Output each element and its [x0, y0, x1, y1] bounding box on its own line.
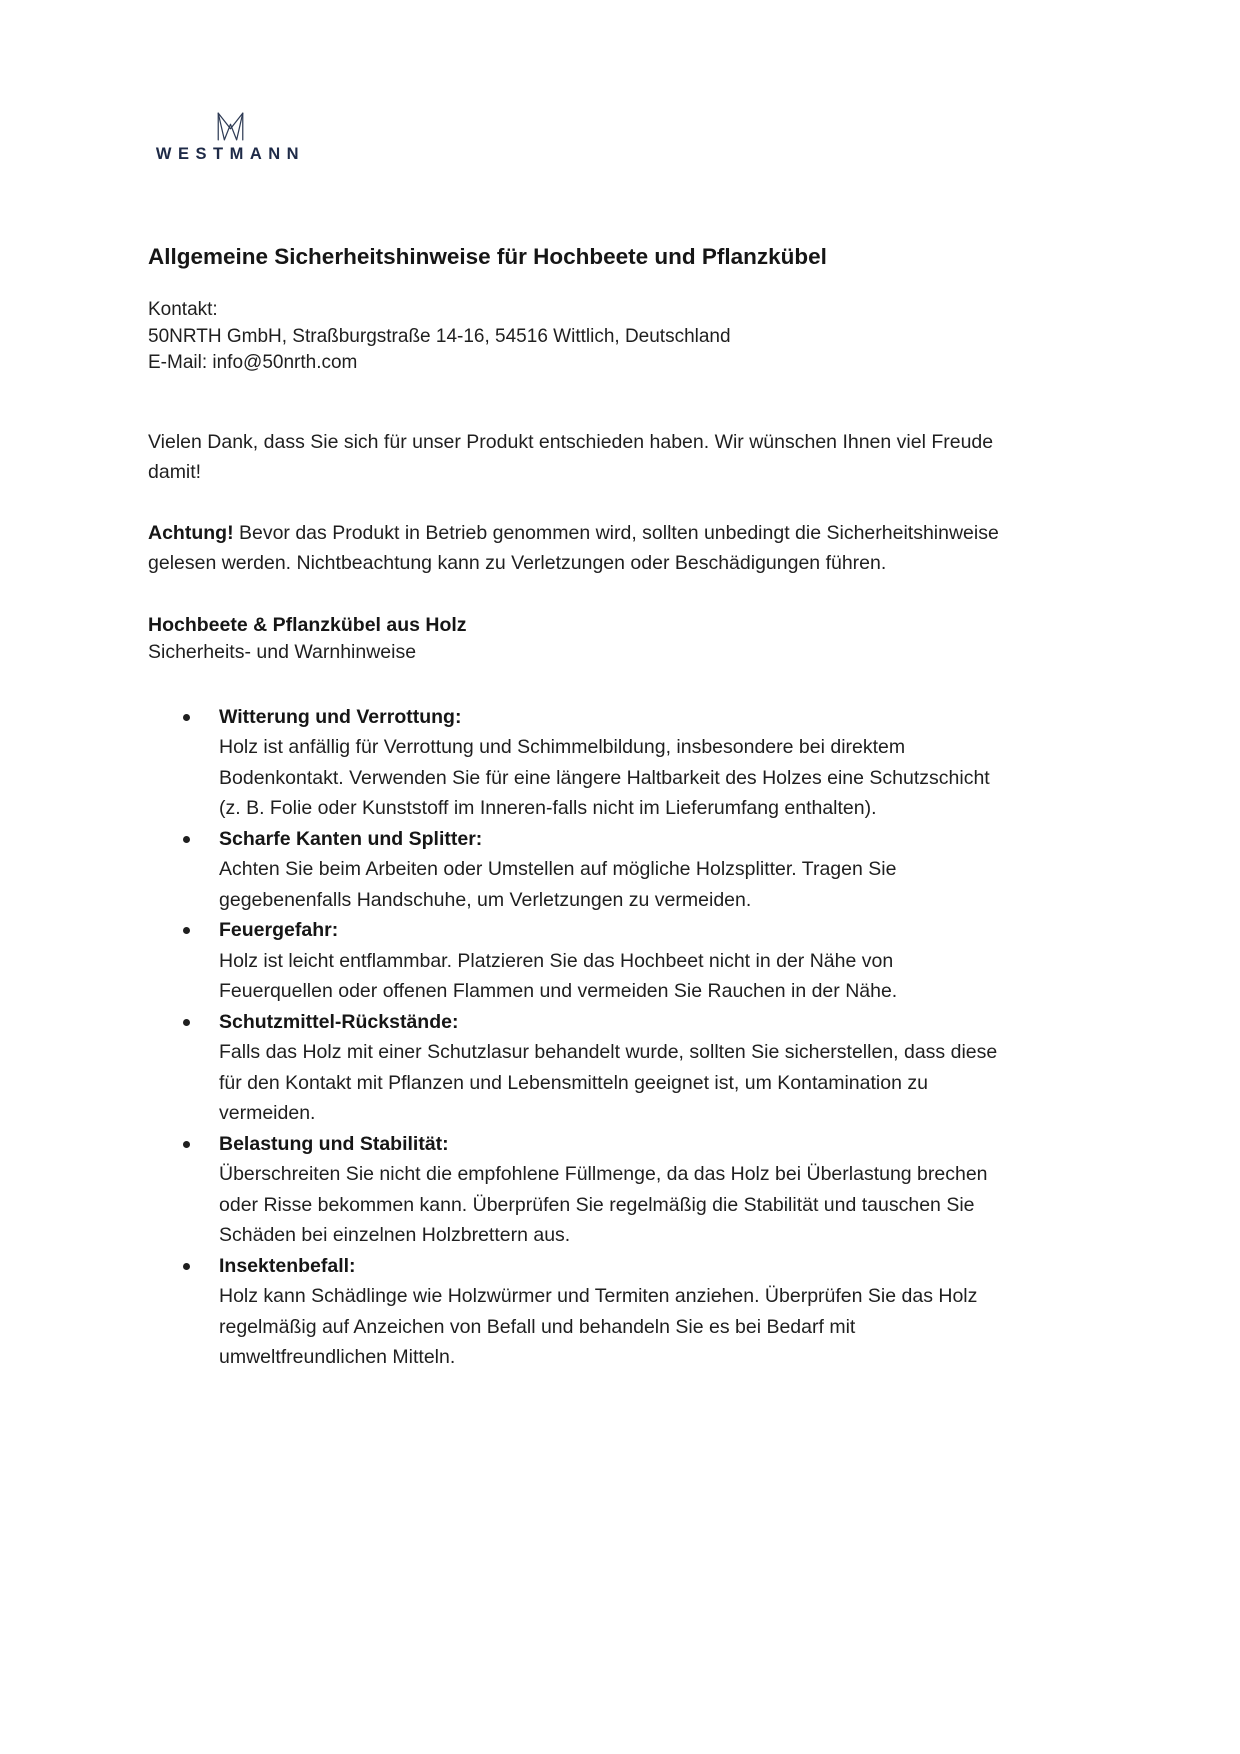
list-item [181, 702, 1012, 824]
section-heading: Hochbeete & Pflanzkübel aus Holz [148, 613, 467, 636]
list-item [181, 1251, 1012, 1373]
list-item-text: Holz kann Schädlinge wie Holzwürmer und Termiten anziehen. Überprüfen Sie das Holz regelmäßig auf Anzeichen von Befall und behandeln Sie es bei Bedarf mit umweltfreundlichen Mitteln. [219, 1285, 978, 1368]
list-item-text: Holz ist leicht entflammbar. Platzieren Sie das Hochbeet nicht in der Nähe von Feuerquellen oder offenen Flammen und vermeiden Sie Rauchen in der Nähe. [219, 949, 898, 1002]
list-item-term: Witterung und Verrottung: [219, 705, 462, 728]
list-item-term: Scharfe Kanten und Splitter: [219, 827, 483, 850]
list-item-term: Schutzmittel-Rückstände: [219, 1010, 459, 1033]
section-subheading: Sicherheits- und Warnhinweise [148, 640, 417, 663]
list-item [181, 1007, 1012, 1129]
safety-list [181, 702, 1050, 1373]
brand-logo [148, 0, 313, 164]
warning-emphasis: Achtung! [148, 521, 234, 544]
contact-address: 50NRTH GmbH, Straßburgstraße 14-16, 54516 Wittlich, Deutschland [148, 325, 731, 347]
page-title: Allgemeine Sicherheitshinweise für Hochbeete und Pflanzkübel [148, 244, 827, 269]
warning-text: Bevor das Produkt in Betrieb genommen wird, sollten unbedingt die Sicherheitshinweise gelesen werden. Nichtbeachtung kann zu Verletzungen oder Beschädigungen führen. [148, 521, 999, 574]
brand-wordmark: WESTMANN [155, 145, 306, 163]
list-item [181, 915, 1012, 1007]
warning-paragraph [148, 518, 1050, 579]
intro-paragraph: Vielen Dank, dass Sie sich für unser Produkt entschieden haben. Wir wünschen Ihnen viel Freude damit! [148, 430, 994, 483]
list-item [181, 1129, 1012, 1251]
list-item-text: Achten Sie beim Arbeiten oder Umstellen auf mögliche Holzsplitter. Tragen Sie gegebenenfalls Handschuhe, um Verletzungen zu vermeiden. [219, 858, 897, 911]
list-item-term: Insektenbefall: [219, 1254, 356, 1277]
westmann-monogram-icon [217, 112, 244, 141]
contact-email: E-Mail: info@50nrth.com [148, 352, 358, 373]
list-item-term: Feuergefahr: [219, 919, 339, 941]
list-item [181, 824, 1012, 916]
list-item-text: Überschreiten Sie nicht die empfohlene Füllmenge, da das Holz bei Überlastung brechen oder Risse bekommen kann. Überprüfen Sie regelmäßig die Stabilität und tauschen Sie Schäden bei einzelnen Holzbrettern aus. [219, 1163, 988, 1246]
section-heading-block [148, 612, 1050, 666]
list-item-text: Holz ist anfällig für Verrottung und Schimmelbildung, insbesondere bei direktem Bodenkontakt. Verwenden Sie für eine längere Haltbarkeit des Holzes eine Schutzschicht (z. B. Folie oder Kunststoff im Inneren-falls nicht im Lieferumfang enthalten). [219, 736, 990, 819]
list-item-text: Falls das Holz mit einer Schutzlasur behandelt wurde, sollten Sie sicherstellen, dass diese für den Kontakt mit Pflanzen und Lebensmitteln geeignet ist, um Kontamination zu vermeiden. [219, 1041, 998, 1124]
contact-block [148, 297, 1050, 377]
contact-label: Kontakt: [148, 299, 218, 320]
list-item-term: Belastung und Stabilität: [219, 1132, 449, 1155]
